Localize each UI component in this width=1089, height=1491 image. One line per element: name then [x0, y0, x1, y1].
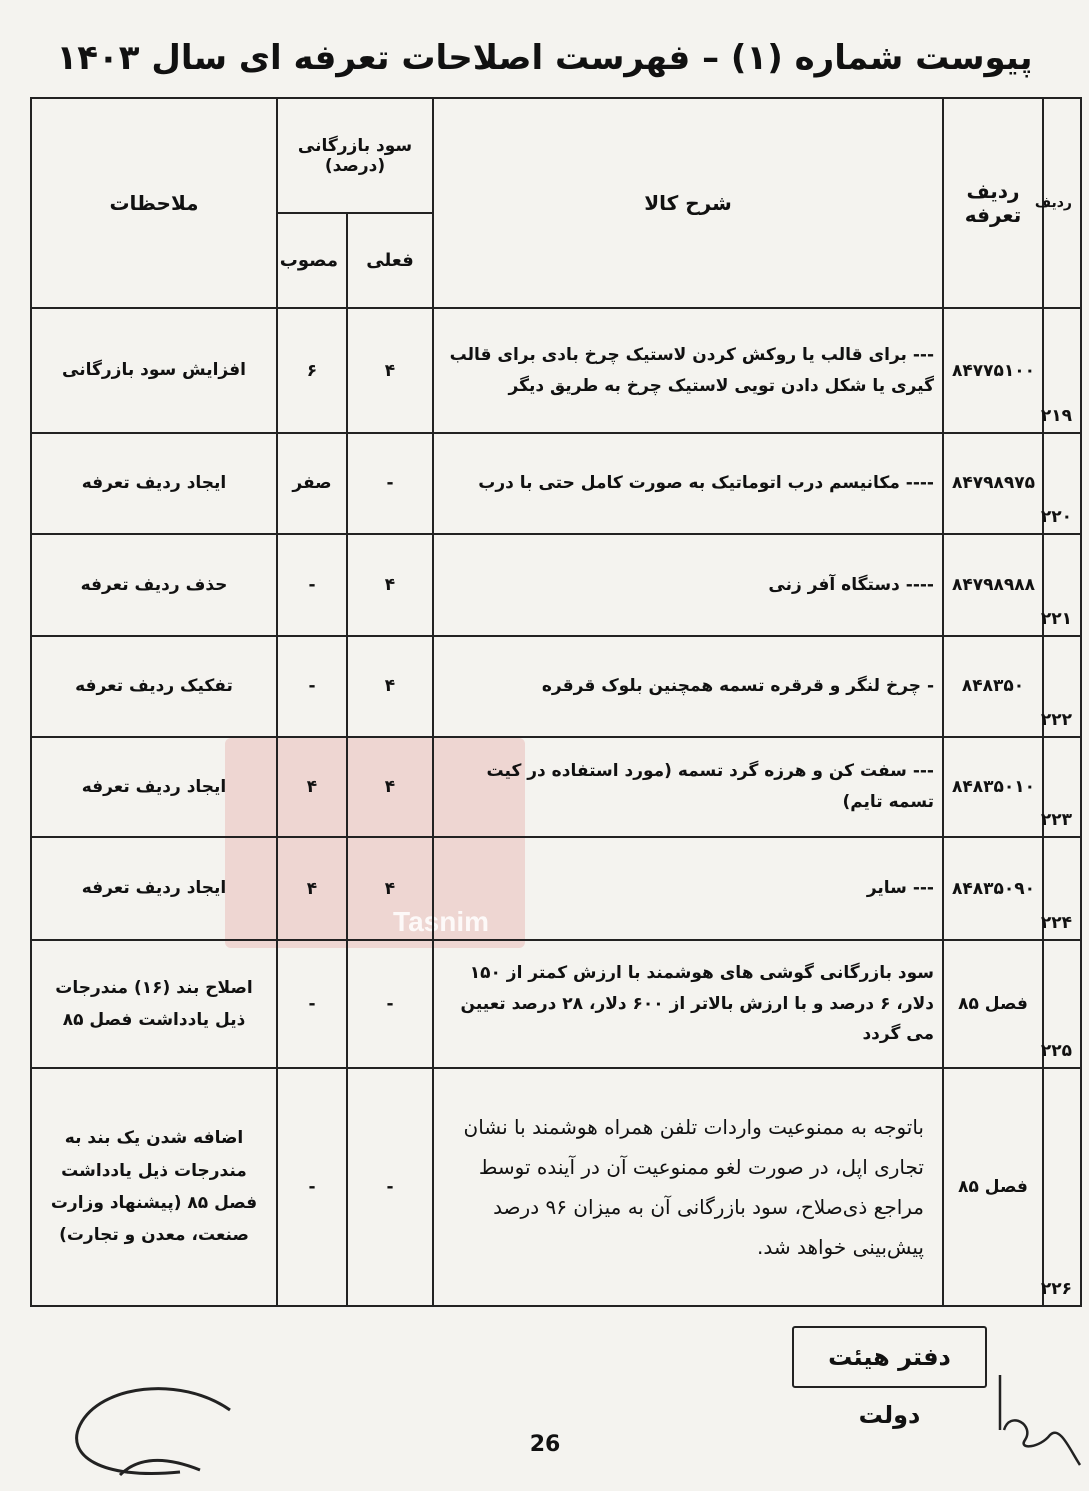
row-number: ۲۲۲	[1043, 636, 1081, 737]
current-profit: ۴	[347, 534, 433, 637]
header-description: شرح کالا	[433, 98, 943, 308]
row-notes: افزایش سود بازرگانی	[31, 308, 277, 433]
row-notes: اصلاح بند (۱۶) مندرجات ذیل یادداشت فصل ۸۵	[31, 940, 277, 1068]
row-number: ۲۲۳	[1043, 737, 1081, 838]
item-description: --- برای قالب یا روکش کردن لاستیک چرخ بادی برای قالب گیری یا شکل دادن تویی لاستیک چرخ به طریق دیگر	[433, 308, 943, 433]
approved-profit: -	[277, 940, 347, 1068]
row-notes: ایجاد ردیف تعرفه	[31, 737, 277, 838]
tariff-code: فصل ۸۵	[943, 1068, 1043, 1306]
table-row	[31, 636, 1081, 737]
approved-profit: -	[277, 1068, 347, 1306]
tariff-code: ۸۴۷۹۸۹۷۵	[943, 433, 1043, 534]
header-approved: مصوب	[277, 213, 347, 308]
table-row	[31, 940, 1081, 1068]
header-current: فعلی	[347, 213, 433, 308]
table-row	[31, 308, 1081, 433]
row-notes: تفکیک ردیف تعرفه	[31, 636, 277, 737]
header-tariff-code: ردیف تعرفه	[943, 98, 1043, 308]
approved-profit: ۴	[277, 737, 347, 838]
approved-profit: ۶	[277, 308, 347, 433]
row-number: ۲۲۶	[1043, 1068, 1081, 1306]
approved-profit: -	[277, 636, 347, 737]
current-profit: ۴	[347, 308, 433, 433]
tariff-code: ۸۴۷۹۸۹۸۸	[943, 534, 1043, 637]
watermark-text: Tasnim	[393, 906, 489, 937]
row-number: ۲۱۹	[1043, 308, 1081, 433]
row-number: ۲۲۵	[1043, 940, 1081, 1068]
header-row	[31, 98, 1081, 213]
header-commercial-profit: سود بازرگانی (درصد)	[277, 98, 433, 213]
approved-profit: -	[277, 534, 347, 637]
header-notes: ملاحظات	[31, 98, 277, 308]
current-profit: -	[347, 1068, 433, 1306]
row-notes: ایجاد ردیف تعرفه	[31, 433, 277, 534]
item-description: --- سایر	[433, 837, 943, 940]
row-number: ۲۲۱	[1043, 534, 1081, 637]
table-row	[31, 433, 1081, 534]
current-profit: -	[347, 940, 433, 1068]
approved-profit: صفر	[277, 433, 347, 534]
row-number: ۲۲۰	[1043, 433, 1081, 534]
table-row	[31, 1068, 1081, 1306]
item-description: ---- دستگاه آفر زنی	[433, 534, 943, 637]
tariff-code: ۸۴۸۳۵۰۹۰	[943, 837, 1043, 940]
signature-right-icon	[990, 1370, 1085, 1470]
tariff-code: ۸۴۸۳۵۰۱۰	[943, 737, 1043, 838]
tariff-code: ۸۴۷۷۵۱۰۰	[943, 308, 1043, 433]
item-description: ---- مکانیسم درب اتوماتیک به صورت کامل حتی با درب	[433, 433, 943, 534]
tariff-code: فصل ۸۵	[943, 940, 1043, 1068]
row-notes: اضافه شدن یک بند به مندرجات ذیل یادداشت فصل ۸۵ (پیشنهاد وزارت صنعت، معدن و تجارت)	[31, 1068, 277, 1306]
tariff-code: ۸۴۸۳۵۰	[943, 636, 1043, 737]
document-title: پیوست شماره (۱) – فهرست اصلاحات تعرفه ای سال ۱۴۰۳	[56, 38, 1033, 78]
item-description: - چرخ لنگر و قرقره تسمه همچنین بلوک قرقره	[433, 636, 943, 737]
item-description: باتوجه به ممنوعیت واردات تلفن همراه هوشمند با نشان تجاری اپل، در صورت لغو ممنوعیت آن در آینده توسط مراجع ذی‌صلاح، سود بازرگانی آن به میزان ۹۶ درصد پیش‌بینی خواهد شد.	[433, 1068, 943, 1306]
current-profit: ۴	[347, 837, 433, 940]
current-profit: -	[347, 433, 433, 534]
table-row	[31, 534, 1081, 637]
tariff-amendments-table	[30, 97, 1082, 1307]
government-office-stamp: دفتر هیئت دولت	[792, 1326, 987, 1388]
item-description: سود بازرگانی گوشی های هوشمند با ارزش کمتر از ۱۵۰ دلار، ۶ درصد و با ارزش بالاتر از ۶۰۰ دلار، ۲۸ درصد تعیین می گردد	[433, 940, 943, 1068]
row-notes: ایجاد ردیف تعرفه	[31, 837, 277, 940]
signature-left-icon	[60, 1380, 250, 1485]
row-number: ۲۲۴	[1043, 837, 1081, 940]
page-number: 26	[529, 1432, 561, 1457]
current-profit: ۴	[347, 737, 433, 838]
table-row	[31, 837, 1081, 940]
table-row	[31, 737, 1081, 838]
item-description: --- سفت کن و هرزه گرد تسمه (مورد استفاده در کیت تسمه تایم)	[433, 737, 943, 838]
approved-profit: ۴	[277, 837, 347, 940]
header-row-number: ردیف	[1043, 98, 1081, 308]
current-profit: ۴	[347, 636, 433, 737]
row-notes: حذف ردیف تعرفه	[31, 534, 277, 637]
